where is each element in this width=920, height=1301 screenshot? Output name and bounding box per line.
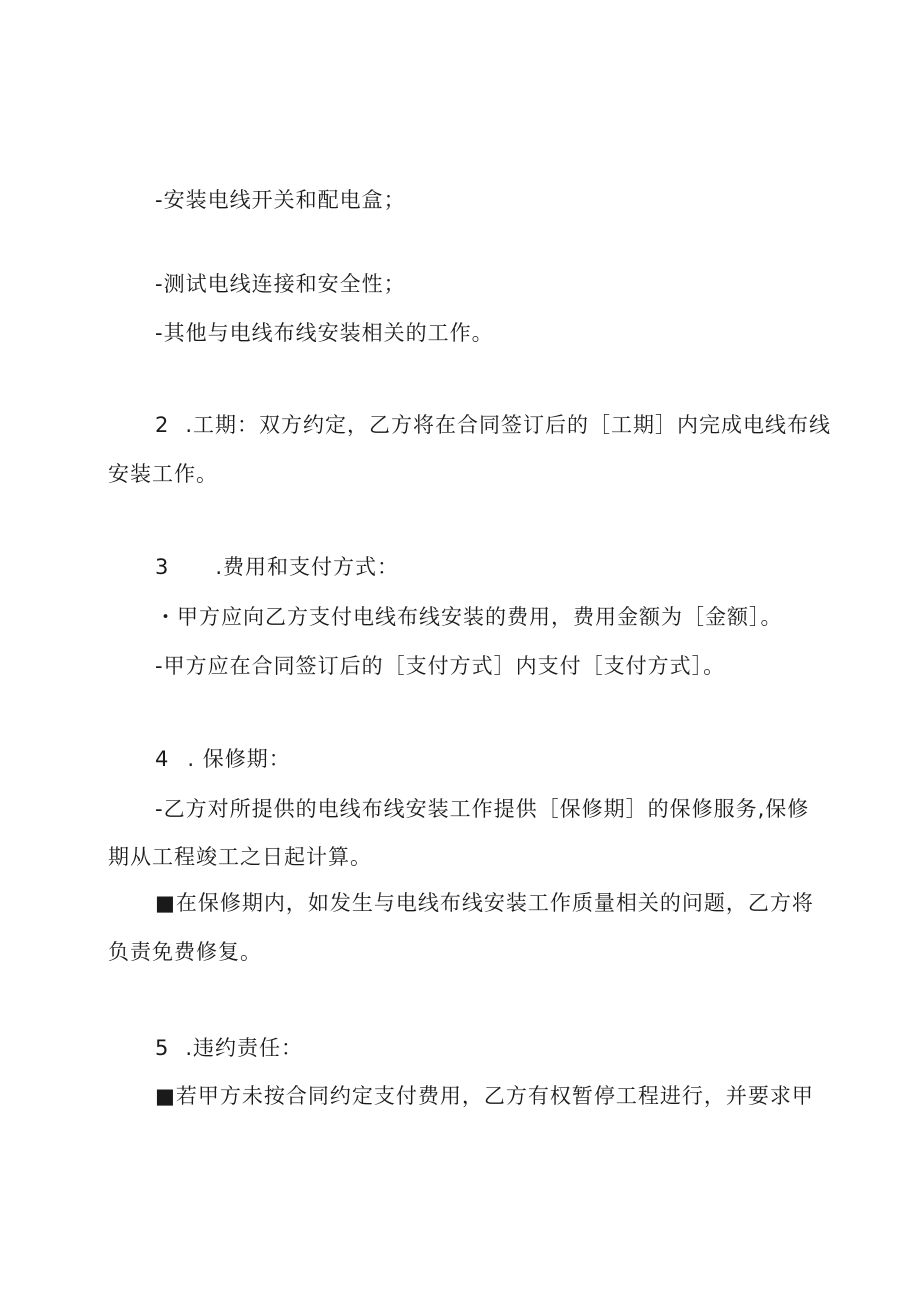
section-text: .工期：双方约定，乙方将在合同签订后的［工期］内完成电线布线: [185, 413, 832, 437]
section-heading-3: [155, 553, 399, 581]
section-number: 3: [155, 555, 170, 579]
text-line: -甲方应在合同签订后的［支付方式］内支付［支付方式］。: [155, 654, 726, 678]
section-heading-2: [155, 411, 831, 439]
section-number: 4: [155, 747, 170, 771]
text-line: ■在保修期内，如发生与电线布线安装工作质量相关的问题，乙方将: [155, 891, 814, 915]
section-number: 2: [155, 413, 170, 437]
section-text: .费用和支付方式：: [215, 555, 400, 579]
section-text: .违约责任：: [185, 1036, 304, 1060]
section-heading-5: [155, 1034, 303, 1062]
text-line: -安装电线开关和配电盒；: [155, 188, 406, 212]
text-line: -乙方对所提供的电线布线安装工作提供［保修期］的保修服务,保修: [155, 797, 810, 821]
section-number: 5: [155, 1036, 170, 1060]
section-text: . 保修期：: [187, 747, 291, 771]
text-line: -其他与电线布线安装相关的工作。: [155, 321, 494, 345]
text-line: 期从工程竣工之日起计算。: [108, 845, 372, 869]
text-line: 安装工作。: [108, 462, 218, 486]
section-heading-4: [155, 745, 291, 773]
text-line: 负责免费修复。: [108, 940, 262, 964]
text-line: ■若甲方未按合同约定支付费用，乙方有权暂停工程进行，并要求甲: [155, 1084, 814, 1108]
text-line: -测试电线连接和安全性；: [155, 272, 406, 296]
text-line: ・甲方应向乙方支付电线布线安装的费用，费用金额为［金额］。: [155, 605, 783, 629]
